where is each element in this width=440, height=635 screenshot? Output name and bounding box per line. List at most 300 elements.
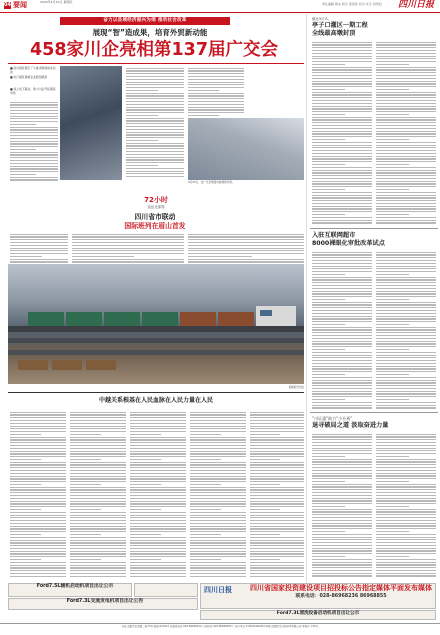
text-line [312,503,372,504]
text-line [376,108,436,109]
text-line [376,114,409,115]
text-line [190,476,246,477]
text-line [376,189,409,190]
text-line [10,107,58,108]
text-line [10,250,68,251]
text-line [312,83,372,84]
feature-number: 72小时 [144,196,168,204]
text-line [70,509,101,510]
text-line [72,248,184,249]
text-line [130,484,161,485]
text-line [70,442,126,443]
text-line [376,503,436,504]
text-line [70,420,126,421]
text-line [190,467,246,468]
text-line [250,506,304,507]
text-line [250,545,304,546]
text-line [312,380,372,381]
text-line [190,565,246,566]
notice-box-2 [134,583,198,597]
text-line [190,573,246,574]
text-line [250,528,304,529]
text-line [376,478,436,479]
text-line [126,148,184,149]
text-line [126,173,184,174]
text-line [376,206,436,207]
text-line [250,559,280,560]
text-line [130,501,186,502]
text-line [312,53,372,54]
train-photo[interactable] [8,264,304,384]
text-line [250,520,304,521]
text-line [250,451,304,452]
text-line [70,467,126,468]
text-line [376,64,409,65]
text-line [70,462,126,463]
text-line [190,545,246,546]
text-line [188,250,304,251]
text-line [376,559,436,560]
text-line [250,501,304,502]
text-line [70,537,126,538]
text-line [130,523,186,524]
text-line [312,357,372,358]
text-line [190,498,246,499]
text-line [376,313,436,314]
text-line [376,366,436,367]
text-line [376,220,436,221]
text-line [312,461,372,462]
text-line [190,464,246,465]
text-line [10,121,58,122]
text-line [376,266,436,267]
text-line [250,548,304,549]
notice-title-4[interactable]: Ford7.3L交流发电机项目出让公告 [66,599,144,604]
text-line [10,236,68,237]
text-line [376,553,436,554]
text-line [126,143,184,144]
text-line [126,90,158,91]
text-line [312,321,372,322]
text-line [312,200,372,201]
text-line [72,242,184,243]
text-line [70,431,126,432]
text-line [126,76,184,77]
text-line [376,56,436,57]
text-line [130,540,186,541]
text-line [312,282,372,283]
text-line [188,76,244,77]
issue-date [40,1,100,5]
text-line [10,451,66,452]
text-line [190,509,221,510]
text-line [126,123,184,124]
text-line [10,414,66,415]
text-line [130,453,186,454]
text-line [10,495,66,496]
text-line [126,159,184,160]
text-line [126,79,184,80]
right-story2-headline-b[interactable]: 8000裸眼化审批改革试点 [312,240,385,247]
text-line [376,528,436,529]
text-line [188,104,244,105]
text-line [130,476,186,477]
text-line [312,271,372,272]
text-line [376,399,409,400]
text-line [10,168,58,169]
text-line [126,95,184,96]
text-line [10,534,41,535]
text-line [10,503,66,504]
text-line [10,559,41,560]
text-line [312,69,372,70]
text-line [312,304,372,305]
text-line [376,391,436,392]
text-line [312,492,372,493]
text-line [376,288,436,289]
text-line [10,149,36,150]
text-line [376,150,436,151]
text-line [70,481,126,482]
text-line [126,68,184,69]
text-line [376,285,436,286]
text-line [376,183,436,184]
text-line [188,239,304,240]
text-line [312,214,345,215]
text-line [130,481,186,482]
text-line [376,257,436,258]
text-line [376,407,436,408]
text-line [126,168,184,169]
text-line [190,531,246,532]
text-line [130,506,186,507]
text-line [130,439,186,440]
weekday-text: 星期四 [63,0,73,4]
text-line [188,93,244,94]
text-line [312,448,372,449]
second-headline-b[interactable]: 国际班列在眉山首发 [124,222,186,230]
text-line [190,451,246,452]
text-line [376,94,436,95]
text-line [10,132,58,133]
text-line [188,256,252,257]
text-line [126,157,184,158]
text-line [312,89,345,90]
text-line [376,489,436,490]
right-story3-headline[interactable]: 退寻破局之道 汲取奋进力量 [312,422,389,429]
newspaper-logo: 四川日报 [398,0,435,10]
text-line [376,81,436,82]
text-line [70,478,126,479]
text-line [312,181,372,182]
text-line [130,517,186,518]
text-line [312,42,372,43]
text-line [376,260,436,261]
footer-rule [0,623,440,624]
text-line [312,434,372,435]
text-line [70,459,101,460]
text-line [312,467,372,468]
text-line [250,553,304,554]
text-line [130,534,161,535]
text-line [190,576,246,577]
text-line [312,254,372,255]
fair-photo[interactable] [188,118,304,180]
text-line [130,431,186,432]
text-line [376,50,436,51]
text-line [190,456,246,457]
text-line [376,448,436,449]
text-line [312,100,372,101]
text-line [190,484,221,485]
text-line [126,162,184,163]
text-line [130,420,186,421]
text-line [376,436,436,437]
text-line [188,70,244,71]
train-photo-caption: 首趟班列出发 [288,386,304,389]
text-line [312,277,372,278]
text-line [10,239,68,240]
text-line [376,268,436,269]
text-line [312,548,372,549]
text-line [312,500,372,501]
media-ad-title[interactable]: 四川省国家投资建设项目招投标公告指定媒体平面发布媒体 [250,584,432,592]
text-line [312,164,345,165]
text-line [126,151,184,152]
text-line [190,556,246,557]
text-line [312,509,372,510]
text-line [130,567,186,568]
text-line [376,279,436,280]
text-line [126,84,184,85]
text-line [130,559,161,560]
text-line [376,131,436,132]
text-line [312,327,372,328]
text-line [10,517,66,518]
text-line [312,366,372,367]
text-line [10,565,66,566]
text-line [10,146,58,147]
text-line [188,253,304,254]
right-story2-col-2 [376,250,436,410]
text-line [312,222,372,223]
text-line [376,393,436,394]
text-line [376,450,436,451]
text-line [376,181,436,182]
text-line [376,58,436,59]
text-line [188,101,244,102]
text-line [70,495,126,496]
right-story1-headline-a[interactable]: 亭子口灌区一期工程 [312,22,368,29]
text-line [70,426,126,427]
text-line [376,545,436,546]
text-line [376,517,436,518]
text-line [312,517,372,518]
text-line [126,129,184,130]
lead-headline[interactable]: 458家川企亮相第137届广交会 [29,40,279,60]
text-line [312,175,372,176]
text-line [312,103,372,104]
text-line [312,195,372,196]
text-line [312,514,372,515]
text-line [70,559,101,560]
text-line [10,470,66,471]
text-line [10,171,58,172]
text-line [190,453,246,454]
text-line [376,459,436,460]
text-line [70,512,126,513]
text-line [312,86,372,87]
text-line [10,420,66,421]
third-headline[interactable]: 中越关系根基在人民血脉在人民力量在人民 [98,397,213,404]
third-rule [8,392,304,393]
text-line [72,234,184,235]
text-line [312,388,372,389]
text-line [376,461,436,462]
text-line [250,562,304,563]
text-line [188,109,244,110]
text-line [188,236,304,237]
text-line [70,562,126,563]
text-line [10,459,41,460]
text-line [312,291,372,292]
text-line [70,414,126,415]
text-line [312,498,372,499]
text-line [376,296,436,297]
text-line [250,565,304,566]
text-line [70,548,126,549]
text-line [72,250,184,251]
text-line [126,137,184,138]
text-line [312,206,372,207]
text-line [70,567,126,568]
right-rule-2 [310,412,438,413]
text-line [126,112,184,113]
text-line [312,64,345,65]
text-line [376,97,436,98]
text-line [312,562,372,563]
text-line [126,145,184,146]
text-line [312,484,372,485]
right-story2-headline-a[interactable]: 入驻互联网超市 [312,232,356,239]
text-line [312,158,372,159]
text-line [72,256,134,257]
text-line [312,550,372,551]
text-line [312,220,372,221]
text-line [10,551,66,552]
masthead-rule [0,12,440,13]
text-line [126,115,158,116]
text-line [70,576,126,577]
text-line [72,239,184,240]
text-line [312,523,372,524]
text-line [376,534,436,535]
text-line [250,487,304,488]
right-story1-col-2 [376,40,436,226]
text-line [376,139,409,140]
text-line [312,128,372,129]
text-line [312,313,372,314]
text-line [130,487,186,488]
text-line [376,324,409,325]
text-line [10,116,58,117]
text-line [130,445,186,446]
text-line [376,147,436,148]
text-line [70,556,126,557]
text-line [70,526,126,527]
notice-title-1[interactable]: Ford7.5L辅机启动机项目出让公示 [36,584,114,589]
text-line [188,98,244,99]
text-line [376,338,436,339]
text-line [312,542,372,543]
text-line [190,542,246,543]
text-line [312,133,372,134]
text-line [376,133,436,134]
lead-photo[interactable] [60,66,122,180]
text-line [312,81,372,82]
text-line [312,293,372,294]
text-line [312,525,372,526]
text-line [70,445,126,446]
text-line [130,428,186,429]
text-line [312,377,372,378]
text-line [10,487,66,488]
right-story1-headline-b[interactable]: 全线最高墩封顶 [312,30,356,37]
text-line [250,473,304,474]
text-line [376,506,409,507]
text-line [190,473,246,474]
text-line [312,531,345,532]
text-line [376,396,436,397]
text-line [312,346,372,347]
text-line [10,157,58,158]
text-line [376,214,409,215]
text-line [10,166,58,167]
text-line [376,217,436,218]
text-line [312,167,372,168]
text-line [126,118,184,119]
text-line [250,534,280,535]
text-line [126,93,184,94]
text-line [190,445,246,446]
text-line [250,459,280,460]
text-line [130,570,186,571]
text-line [312,75,372,76]
text-line [188,234,304,235]
text-line [10,174,36,175]
text-line [312,147,372,148]
text-line [376,500,436,501]
text-line [312,108,372,109]
text-line [376,195,436,196]
text-line [376,92,436,93]
text-line [312,368,372,369]
text-line [10,548,66,549]
text-line [10,104,58,105]
text-line [190,414,246,415]
text-line [10,245,68,246]
text-line [126,109,184,110]
text-line [130,576,186,577]
text-line [312,44,372,45]
text-line [250,489,304,490]
text-line [376,388,436,389]
text-line [126,176,184,177]
text-line [312,539,372,540]
text-line [130,556,186,557]
notice-title-5[interactable]: Ford7.3L清洗设备启动机项目出让公示 [276,611,360,616]
second-headline-a[interactable]: 四川省市联动 [134,213,176,221]
